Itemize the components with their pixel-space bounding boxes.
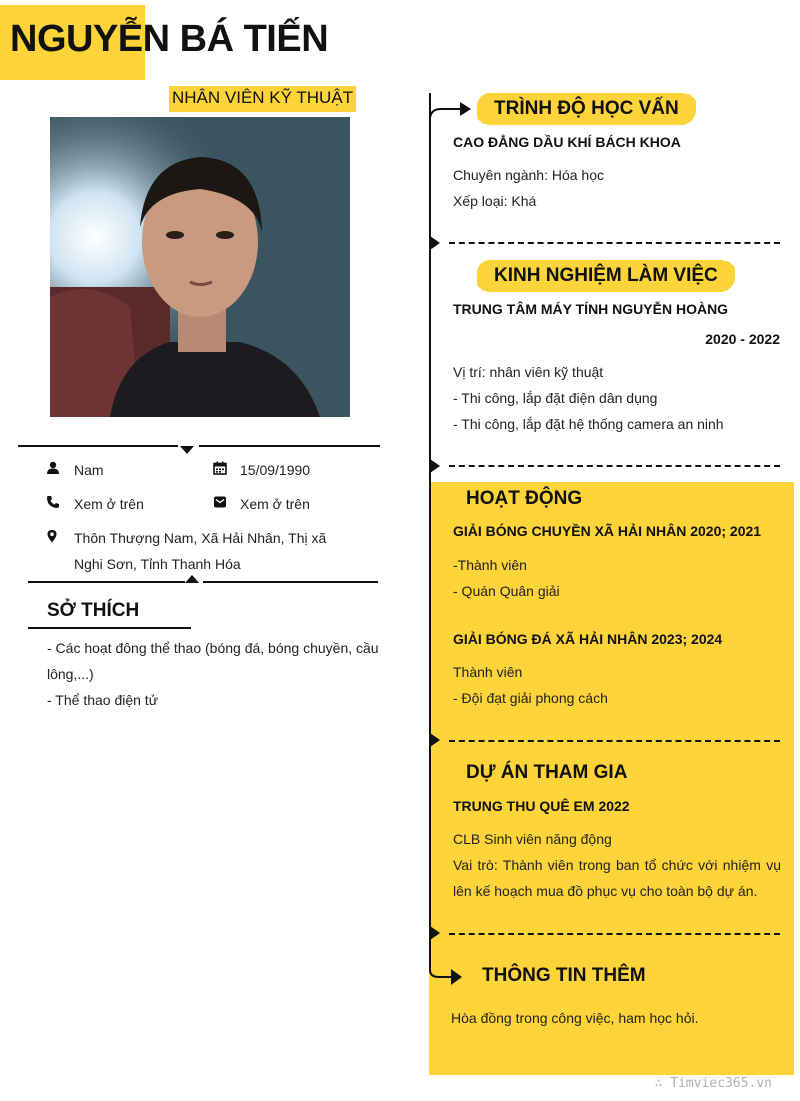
hobbies-underline xyxy=(28,627,191,629)
calendar-icon xyxy=(213,461,227,475)
info-divider-bottom-right xyxy=(203,581,378,583)
timeline-marker-3 xyxy=(430,733,440,747)
section-divider-4 xyxy=(449,933,780,935)
timeline-line xyxy=(429,93,431,970)
hobbies-title: SỞ THÍCH xyxy=(47,600,140,621)
divider-arrow-down xyxy=(180,446,194,454)
experience-company: TRUNG TÂM MÁY TÍNH NGUYỄN HOÀNG xyxy=(453,301,729,317)
timeline-end-arrow-icon xyxy=(429,960,465,988)
email-value: Xem ở trên xyxy=(240,496,310,512)
gender-value: Nam xyxy=(74,462,104,478)
section-divider-1 xyxy=(449,242,780,244)
activity-2-line-2: - Đội đạt giải phong cách xyxy=(453,690,608,706)
job-title: NHÂN VIÊN KỸ THUẬT xyxy=(169,86,356,112)
hobby-line-2: lông,...) xyxy=(47,666,94,682)
candidate-name: NGUYỄN BÁ TIẾN xyxy=(10,18,329,60)
extra-info-text: Hòa đồng trong công việc, ham học hỏi. xyxy=(451,1010,699,1026)
info-divider-bottom-left xyxy=(28,581,185,583)
experience-title: KINH NGHIỆM LÀM VIỆC xyxy=(480,261,732,291)
education-rank: Xếp loại: Khá xyxy=(453,193,537,209)
activity-1-line-1: -Thành viên xyxy=(453,557,527,573)
watermark xyxy=(655,1076,772,1091)
info-divider-top-left xyxy=(18,445,178,447)
user-icon xyxy=(46,461,60,475)
education-title: TRÌNH ĐỘ HỌC VẤN xyxy=(480,94,693,124)
experience-task-2: - Thi công, lắp đặt hệ thống camera an ninh xyxy=(453,416,724,432)
email-icon xyxy=(213,495,227,509)
section-divider-2 xyxy=(449,465,780,467)
address-line-1: Thôn Thượng Nam, Xã Hải Nhân, Thị xã xyxy=(74,530,327,546)
project-role: Vai trò: Thành viên trong ban tổ chức với nhiệm vụ lên kế hoạch mua đồ phục vụ cho toàn bộ dự án. xyxy=(453,857,781,899)
timeline-arrow-icon xyxy=(429,98,473,120)
activity-1-line-2: - Quán Quân giải xyxy=(453,583,560,599)
hobby-line-1: - Các hoạt đông thể thao (bóng đá, bóng chuyền, cầu xyxy=(47,640,379,656)
experience-task-1: - Thi công, lắp đặt điện dân dụng xyxy=(453,390,658,406)
activity-2-line-1: Thành viên xyxy=(453,664,523,680)
portrait-illustration xyxy=(50,117,350,417)
education-school: CAO ĐẲNG DẦU KHÍ BÁCH KHOA xyxy=(453,134,681,150)
hobby-line-3: - Thể thao điện tử xyxy=(47,692,159,708)
education-major: Chuyên ngành: Hóa học xyxy=(453,167,604,183)
project-org: CLB Sinh viên năng động xyxy=(453,831,612,847)
phone-icon xyxy=(46,495,60,509)
phone-value: Xem ở trên xyxy=(74,496,144,512)
location-pin-icon xyxy=(45,529,59,543)
activities-title: HOẠT ĐỘNG xyxy=(466,488,583,509)
timeline-marker-2 xyxy=(430,459,440,473)
timeline-marker-4 xyxy=(430,926,440,940)
watermark-dots-icon: ∴ xyxy=(654,1076,671,1091)
section-divider-3 xyxy=(449,740,780,742)
projects-title: DỰ ÁN THAM GIA xyxy=(466,762,628,783)
experience-period: 2020 - 2022 xyxy=(705,331,780,347)
experience-position: Vị trí: nhân viên kỹ thuật xyxy=(453,364,604,380)
profile-photo xyxy=(50,117,350,417)
birthday-value: 15/09/1990 xyxy=(240,462,311,478)
extra-info-title: THÔNG TIN THÊM xyxy=(482,965,646,986)
activity-2-title: GIẢI BÓNG ĐÁ XÃ HẢI NHÂN 2023; 2024 xyxy=(453,631,723,647)
address-line-2: Nghi Sơn, Tỉnh Thanh Hóa xyxy=(74,556,241,572)
activity-1-title: GIẢI BÓNG CHUYỀN XÃ HẢI NHÂN 2020; 2021 xyxy=(453,523,762,539)
timeline-marker-1 xyxy=(430,236,440,250)
info-divider-top-right xyxy=(199,445,380,447)
project-name: TRUNG THU QUÊ EM 2022 xyxy=(453,798,630,814)
divider-arrow-up xyxy=(185,575,199,583)
watermark-text: Timviec365.vn xyxy=(670,1076,772,1091)
